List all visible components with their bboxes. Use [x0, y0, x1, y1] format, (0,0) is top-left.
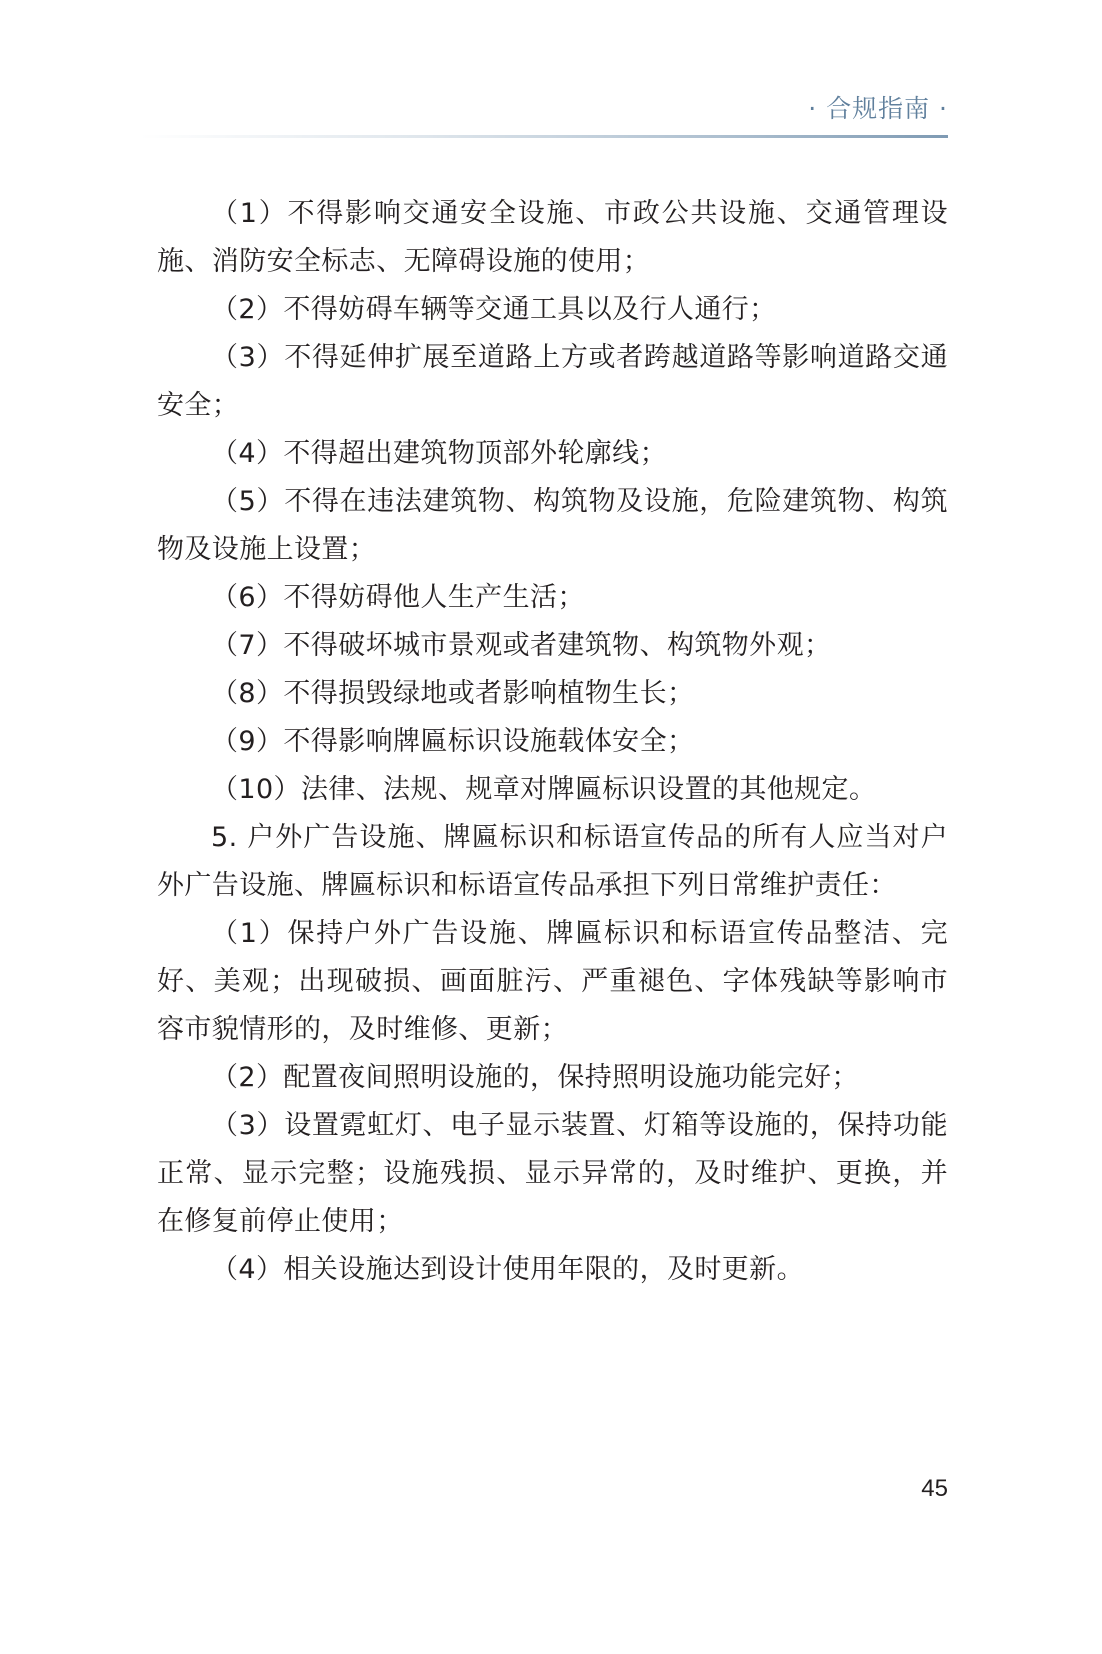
paragraph: （3）设置霓虹灯、电子显示装置、灯箱等设施的，保持功能正常、显示完整；设施残损、显示异常的，及时维护、更换，并在修复前停止使用； — [157, 1110, 948, 1237]
paragraph: （5）不得在违法建筑物、构筑物及设施，危险建筑物、构筑物及设施上设置； — [157, 486, 948, 565]
paragraph: （9）不得影响牌匾标识设施载体安全； — [211, 726, 695, 757]
header-divider — [140, 135, 948, 138]
body-text — [157, 190, 948, 1294]
page-number: 45 — [921, 1475, 948, 1502]
paragraph: （2）配置夜间照明设施的，保持照明设施功能完好； — [211, 1062, 859, 1093]
paragraph: （7）不得破坏城市景观或者建筑物、构筑物外观； — [211, 630, 832, 661]
paragraph: （4）相关设施达到设计使用年限的，及时更新。 — [211, 1254, 804, 1285]
paragraph: （8）不得损毁绿地或者影响植物生长； — [211, 678, 695, 709]
paragraph: （2）不得妨碍车辆等交通工具以及行人通行； — [211, 294, 777, 325]
paragraph: （3）不得延伸扩展至道路上方或者跨越道路等影响道路交通安全； — [157, 342, 948, 421]
header-title: · 合规指南 · — [808, 94, 948, 123]
paragraph: （4）不得超出建筑物顶部外轮廓线； — [211, 438, 667, 469]
paragraph: （1）不得影响交通安全设施、市政公共设施、交通管理设施、消防安全标志、无障碍设施的使用； — [157, 198, 948, 277]
paragraph: （6）不得妨碍他人生产生活； — [211, 582, 585, 613]
paragraph: （1）保持户外广告设施、牌匾标识和标语宣传品整洁、完好、美观；出现破损、画面脏污、严重褪色、字体残缺等影响市容市貌情形的，及时维修、更新； — [157, 918, 948, 1045]
paragraph: 5. 户外广告设施、牌匾标识和标语宣传品的所有人应当对户外广告设施、牌匾标识和标语宣传品承担下列日常维护责任： — [157, 822, 948, 901]
page-header — [140, 92, 948, 138]
paragraph: （10）法律、法规、规章对牌匾标识设置的其他规定。 — [211, 774, 877, 805]
